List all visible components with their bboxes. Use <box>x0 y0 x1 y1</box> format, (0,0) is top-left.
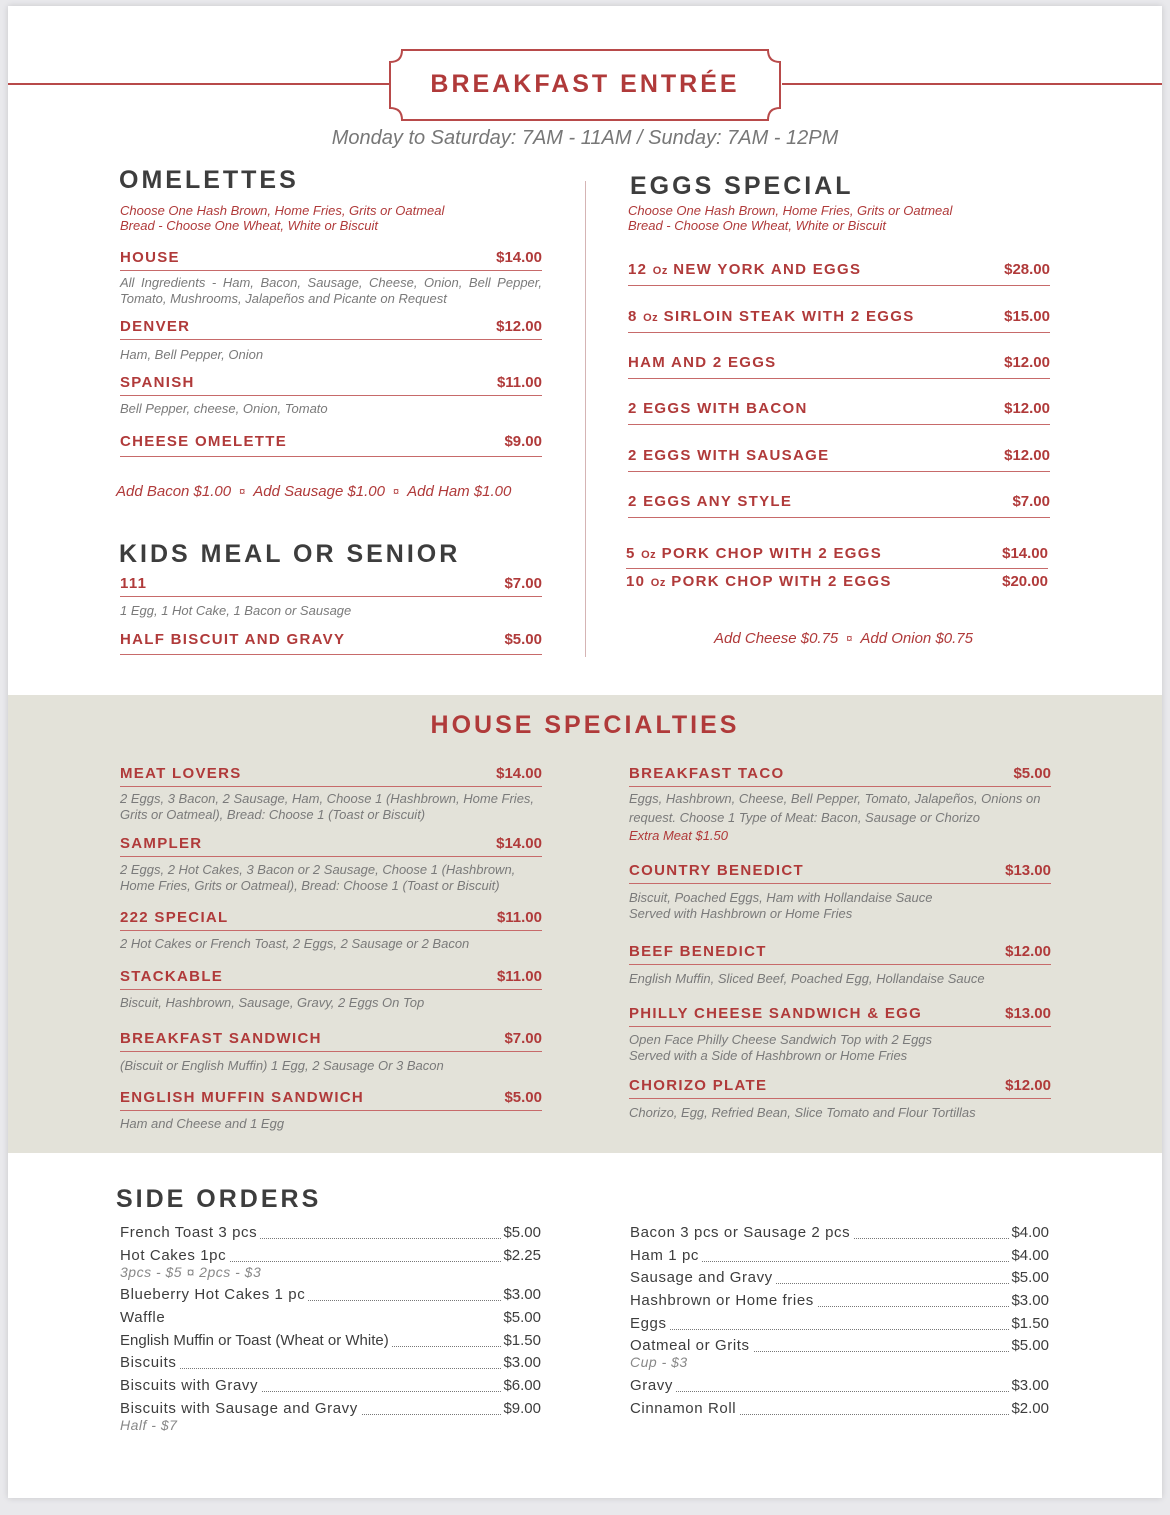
item-description: (Biscuit or English Muffin) 1 Egg, 2 Sausage Or 3 Bacon <box>120 1058 444 1073</box>
eggs-note <box>628 203 952 233</box>
item-price: $5.00 <box>504 631 542 648</box>
item-description: 2 Eggs, 3 Bacon, 2 Sausage, Ham, Choose 1 (Hashbrown, Home Fries, Grits or Oatmeal), Bread: Choose 1 (Toast or Biscuit) <box>120 791 535 822</box>
item-name <box>628 261 861 278</box>
item-title: NEW YORK AND EGGS <box>673 261 862 278</box>
menu-page <box>8 6 1162 1498</box>
side-price: $1.50 <box>1011 1315 1049 1332</box>
item-name: BREAKFAST SANDWICH <box>120 1030 322 1047</box>
side-name: Biscuits <box>120 1354 179 1371</box>
column-divider <box>585 181 586 657</box>
item-price: $14.00 <box>496 835 542 852</box>
side-name: Eggs <box>630 1315 670 1332</box>
item-name: 2 EGGS ANY STYLE <box>628 493 793 510</box>
side-name: Ham 1 pc <box>630 1247 702 1264</box>
separator-glyph: ¤ <box>393 486 400 498</box>
menu-item <box>629 765 1051 844</box>
side-price: $5.00 <box>503 1224 541 1241</box>
item-name: MEAT LOVERS <box>120 765 242 782</box>
item-price: $14.00 <box>1002 545 1048 562</box>
item-price: $12.00 <box>1005 943 1051 960</box>
item-name: STACKABLE <box>120 968 224 985</box>
menu-item <box>628 308 1050 333</box>
menu-item <box>120 318 542 363</box>
side-item <box>630 1269 1049 1289</box>
item-weight: 10 <box>626 573 646 590</box>
specialties-title: HOUSE SPECIALTIES <box>430 711 740 739</box>
item-price: $12.00 <box>496 318 542 335</box>
item-description: Ham, Bell Pepper, Onion <box>120 347 264 362</box>
header-rule-right <box>782 83 1162 85</box>
item-description: 1 Egg, 1 Hot Cake, 1 Bacon or Sausage <box>120 603 352 618</box>
side-price: $3.00 <box>503 1286 541 1303</box>
item-price: $7.00 <box>1012 493 1050 510</box>
item-unit: Oz <box>643 312 659 324</box>
header-rule-left <box>8 83 389 85</box>
item-description: All Ingredients - Ham, Bacon, Sausage, Cheese, Onion, Bell Pepper, Tomato, Mushrooms, Jalapeños and Picante on Request <box>120 275 542 306</box>
item-name: CHORIZO PLATE <box>629 1077 768 1094</box>
side-price: $5.00 <box>503 1309 541 1326</box>
menu-item <box>120 374 542 417</box>
item-price: $5.00 <box>504 1089 542 1106</box>
menu-title: BREAKFAST ENTRÉE <box>430 70 740 98</box>
item-name: DENVER <box>120 318 191 335</box>
item-price: $20.00 <box>1002 573 1048 590</box>
side-price: $1.50 <box>503 1332 541 1349</box>
side-item <box>630 1377 1049 1397</box>
side-item <box>120 1377 541 1397</box>
side-price: $3.00 <box>503 1354 541 1371</box>
menu-item <box>120 433 542 457</box>
side-name: Sausage and Gravy <box>630 1269 776 1286</box>
item-price: $12.00 <box>1004 447 1050 464</box>
item-price: $11.00 <box>496 374 542 391</box>
item-description: Ham and Cheese and 1 Egg <box>120 1116 285 1131</box>
item-price: $13.00 <box>1005 1005 1051 1022</box>
addon-ham: Add Ham $1.00 <box>407 483 512 500</box>
omelettes-note-line-1: Choose One Hash Brown, Home Fries, Grits or Oatmeal <box>120 203 445 218</box>
item-description: Biscuit, Hashbrown, Sausage, Gravy, 2 Eggs On Top <box>120 995 425 1010</box>
menu-item <box>626 545 1048 569</box>
item-description: Open Face Philly Cheese Sandwich Top with 2 Eggs Served with a Side of Hashbrown or Home Fries <box>629 1032 933 1063</box>
side-name: Biscuits with Gravy <box>120 1377 261 1394</box>
menu-item <box>628 400 1050 425</box>
item-name: HAM AND 2 EGGS <box>628 354 777 371</box>
side-price: $5.00 <box>1011 1269 1049 1286</box>
item-price: $7.00 <box>504 1030 542 1047</box>
eggs-addons <box>714 630 973 647</box>
item-name: 2 EGGS WITH BACON <box>628 400 808 417</box>
menu-item <box>120 631 542 655</box>
eggs-title: EGGS SPECIAL <box>630 172 854 200</box>
side-price: $2.25 <box>503 1247 541 1264</box>
side-name: Hashbrown or Home fries <box>630 1292 817 1309</box>
item-name: PHILLY CHEESE SANDWICH & EGG <box>629 1005 923 1022</box>
side-price: $4.00 <box>1011 1224 1049 1241</box>
addon-onion: Add Onion $0.75 <box>860 630 973 647</box>
side-item <box>120 1354 541 1374</box>
menu-item <box>120 765 542 823</box>
side-item <box>630 1315 1049 1335</box>
omelettes-note-line-2: Bread - Choose One Wheat, White or Biscuit <box>120 218 378 233</box>
item-price: $13.00 <box>1005 862 1051 879</box>
item-price: $14.00 <box>496 249 542 266</box>
item-description: Eggs, Hashbrown, Cheese, Bell Pepper, Tomato, Jalapeños, Onions on request. Choose 1 Type of Meat: Bacon, Sausage or Chorizo <box>629 791 1041 825</box>
side-subnote: Cup - $3 <box>630 1354 688 1370</box>
side-item <box>630 1247 1049 1267</box>
side-price: $3.00 <box>1011 1292 1049 1309</box>
side-price: $5.00 <box>1011 1337 1049 1354</box>
side-item <box>120 1332 541 1352</box>
sides-title: SIDE ORDERS <box>116 1185 322 1213</box>
item-description: Biscuit, Poached Eggs, Ham with Hollandaise Sauce Served with Hashbrown or Home Fries <box>629 890 933 921</box>
side-item <box>630 1400 1049 1420</box>
menu-item <box>120 575 542 619</box>
menu-item <box>629 1077 1051 1121</box>
item-name <box>626 545 882 562</box>
item-unit: Oz <box>650 577 666 589</box>
side-subnote: 3pcs - $5 ¤ 2pcs - $3 <box>120 1264 262 1280</box>
omelettes-note <box>120 203 444 233</box>
item-description: English Muffin, Sliced Beef, Poached Egg, Hollandaise Sauce <box>629 971 985 986</box>
menu-item <box>626 573 1048 595</box>
hours-text: Monday to Saturday: 7AM - 11AM / Sunday: 7AM - 12PM <box>331 127 839 149</box>
menu-item <box>628 493 1050 518</box>
item-weight: 5 <box>626 545 636 562</box>
item-title: PORK CHOP WITH 2 EGGS <box>661 545 883 562</box>
side-name: French Toast 3 pcs <box>120 1224 260 1241</box>
item-weight: 12 <box>628 261 648 278</box>
item-description: Bell Pepper, cheese, Onion, Tomato <box>120 401 328 416</box>
item-price: $28.00 <box>1004 261 1050 278</box>
menu-item <box>629 862 1051 922</box>
item-name: 222 SPECIAL <box>120 909 229 926</box>
side-name: Blueberry Hot Cakes 1 pc <box>120 1286 308 1303</box>
addon-sausage: Add Sausage $1.00 <box>253 483 385 500</box>
menu-item <box>120 835 542 894</box>
item-price: $12.00 <box>1004 400 1050 417</box>
item-name: HALF BISCUIT AND GRAVY <box>120 631 346 648</box>
side-name: Oatmeal or Grits <box>630 1337 753 1354</box>
side-item <box>630 1337 1049 1357</box>
side-name: Bacon 3 pcs or Sausage 2 pcs <box>630 1224 853 1241</box>
item-price: $12.00 <box>1005 1077 1051 1094</box>
side-name: Biscuits with Sausage and Gravy <box>120 1400 361 1417</box>
addon-cheese: Add Cheese $0.75 <box>714 630 839 647</box>
eggs-note-line-1: Choose One Hash Brown, Home Fries, Grits or Oatmeal <box>628 203 953 218</box>
side-name: Hot Cakes 1pc <box>120 1247 229 1264</box>
menu-item <box>628 261 1050 286</box>
item-name <box>628 308 915 325</box>
item-price: $11.00 <box>496 968 542 985</box>
addon-bacon: Add Bacon $1.00 <box>116 483 232 500</box>
side-name: Waffle <box>120 1309 168 1326</box>
item-description: 2 Hot Cakes or French Toast, 2 Eggs, 2 Sausage or 2 Bacon <box>120 936 470 951</box>
item-name: COUNTRY BENEDICT <box>629 862 804 879</box>
item-price: $5.00 <box>1013 765 1051 782</box>
menu-item <box>120 249 542 307</box>
menu-item <box>628 354 1050 379</box>
side-subnote: Half - $7 <box>120 1417 178 1433</box>
item-name: SPANISH <box>120 374 195 391</box>
menu-item <box>628 447 1050 472</box>
side-item <box>120 1224 541 1244</box>
kids-title: KIDS MEAL OR SENIOR <box>119 540 461 568</box>
item-price: $14.00 <box>496 765 542 782</box>
menu-item <box>629 1005 1051 1064</box>
item-title: SIRLOIN STEAK WITH 2 EGGS <box>663 308 915 325</box>
item-description: Chorizo, Egg, Refried Bean, Slice Tomato and Flour Tortillas <box>629 1105 976 1120</box>
side-price: $9.00 <box>503 1400 541 1417</box>
eggs-note-line-2: Bread - Choose One Wheat, White or Biscuit <box>628 218 886 233</box>
item-weight: 8 <box>628 308 638 325</box>
menu-item <box>120 968 542 1011</box>
separator-glyph: ¤ <box>239 486 246 498</box>
side-price: $6.00 <box>503 1377 541 1394</box>
menu-item <box>120 1030 542 1074</box>
item-name: CHEESE OMELETTE <box>120 433 288 450</box>
side-item <box>120 1309 541 1329</box>
item-name: 2 EGGS WITH SAUSAGE <box>628 447 830 464</box>
item-title: PORK CHOP WITH 2 EGGS <box>671 573 892 590</box>
side-name: Cinnamon Roll <box>630 1400 739 1417</box>
item-price: $7.00 <box>504 575 542 592</box>
item-name: ENGLISH MUFFIN SANDWICH <box>120 1089 365 1106</box>
separator-glyph: ¤ <box>846 633 853 645</box>
side-name: Gravy <box>630 1377 676 1394</box>
side-price: $3.00 <box>1011 1377 1049 1394</box>
item-price: $11.00 <box>496 909 542 926</box>
menu-item <box>629 943 1051 987</box>
side-item <box>120 1286 541 1306</box>
side-item <box>630 1224 1049 1244</box>
item-name: BEEF BENEDICT <box>629 943 767 960</box>
item-price: $9.00 <box>504 433 542 450</box>
item-name: HOUSE <box>120 249 180 266</box>
item-name: 111 <box>120 575 148 592</box>
side-item <box>120 1400 541 1420</box>
item-name: SAMPLER <box>120 835 203 852</box>
omelettes-addons <box>116 483 511 500</box>
item-name: BREAKFAST TACO <box>629 765 785 782</box>
side-name: English Muffin or Toast (Wheat or White) <box>120 1332 392 1349</box>
side-item <box>630 1292 1049 1312</box>
item-price: $15.00 <box>1004 308 1050 325</box>
side-price: $2.00 <box>1011 1400 1049 1417</box>
item-price: $12.00 <box>1004 354 1050 371</box>
side-price: $4.00 <box>1011 1247 1049 1264</box>
item-unit: Oz <box>641 549 657 561</box>
item-name <box>626 573 892 590</box>
item-unit: Oz <box>652 265 668 277</box>
menu-item <box>120 909 542 952</box>
omelettes-title: OMELETTES <box>119 166 299 194</box>
item-description: 2 Eggs, 2 Hot Cakes, 3 Bacon or 2 Sausage, Choose 1 (Hashbrown, Home Fries, Grits or Oatmeal), Bread: Choose 1 (Toast or Biscuit) <box>120 862 516 893</box>
item-extra: Extra Meat $1.50 <box>629 828 728 843</box>
title-frame <box>388 48 782 122</box>
menu-item <box>120 1089 542 1132</box>
